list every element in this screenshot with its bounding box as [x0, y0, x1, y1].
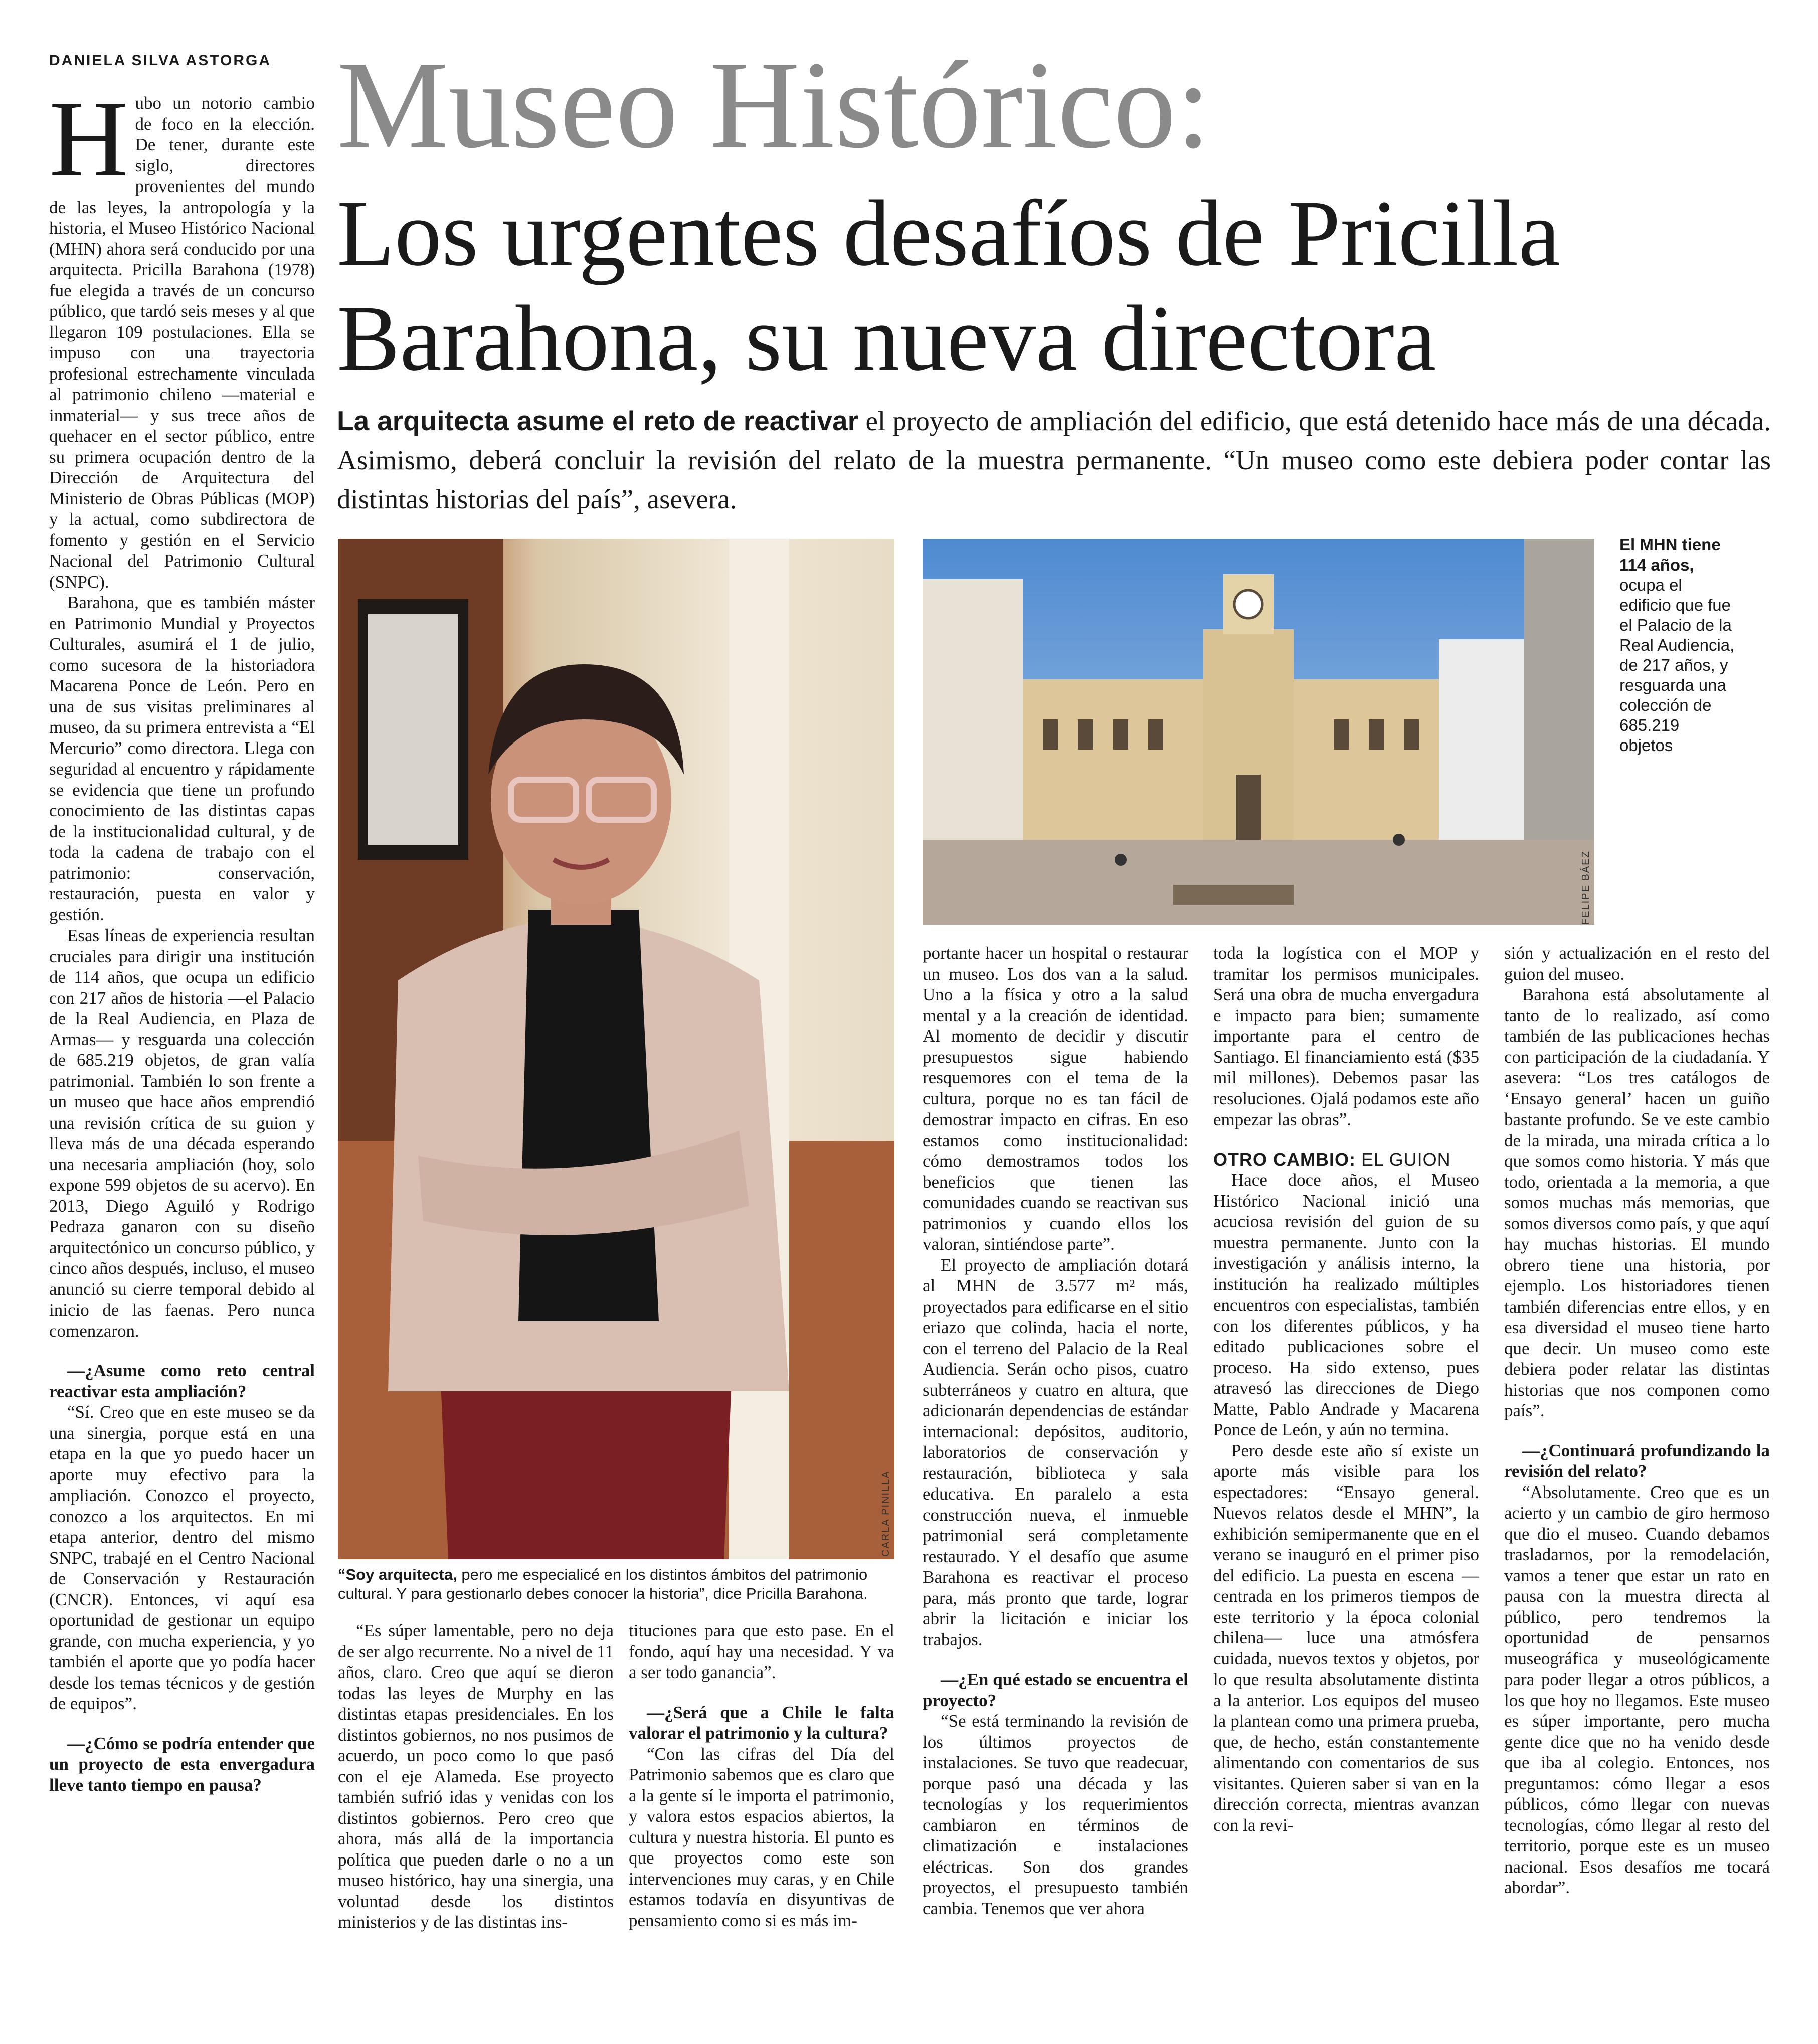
col5-paragraph-2: Hace doce años, el Museo Histórico Nacional inició una acuciosa revisión del guion de su muestra permanente. Junto con la investigación y análisis interno, la institución ha realizado múltiples encuentros con especialistas, también con los diferentes públicos, y ha editado publicaciones sobre el proceso. Ha sido extenso, pues atravesó las direcciones de Diego Matte, Pablo Andrade y Macarena Ponce de León, y aún no termina. — [1213, 1170, 1479, 1439]
section-subhead — [1213, 1149, 1479, 1170]
building-illustration — [923, 539, 1594, 925]
portrait-caption-bold: “Soy arquitecta, — [338, 1566, 457, 1583]
col1-paragraph-1: ubo un notorio cambio de foco en la elección. De tener, durante este siglo, directores provenientes del mundo de las leyes, la antropología y la historia, el Museo Histórico Nacional (MHN) ahora será conducido por una arquitecta. Pricilla Barahona (1978) fue elegida a través de un concurso público, que tardó seis meses y al que llegaron 109 postulaciones. Ella se impuso con una trayectoria profesional estrechamente vinculada al patrimonio chileno —material e inmaterial— y sus trece años de quehacer en el sector público, entre su primera ocupación dentro de la Dirección de Arquitectura del Ministerio de Obras Públicas (MOP) y la actual, como subdirectora de fomento y gestión en el Servicio Nacional del Patrimonio Cultural (SNPC). — [49, 93, 315, 592]
column-3 — [629, 1620, 894, 1931]
column-6 — [1504, 943, 1770, 1898]
col4-paragraph-2: El proyecto de ampliación dotará al MHN de 3.577 m² más, proyectados para edificarse en el sitio eriazo que colinda, hacia el norte, con el terreno del Palacio de la Real Audiencia. Serán ocho pisos, cuatro subterráneos y cuatro en altura, que adicionarán dependencias de estándar internacional: depósitos, auditorio, laboratorios de conservación y restauración, biblioteca y sala educativa. En paralelo a esta construcción nueva, el inmueble patrimonial será completamente restaurado. Y el desafío que asume Barahona es reactivar el proceso para, más pronto que tarde, lograr abrir la licitación e iniciar los trabajos. — [923, 1255, 1188, 1649]
column-1 — [49, 93, 315, 2028]
subhead-text: EL GUION — [1355, 1149, 1451, 1170]
col6-question-1: —¿Continuará profundizando la revisión del relato? — [1504, 1440, 1770, 1481]
col1-paragraph-2: Barahona, que es también máster en Patrimonio Mundial y Proyectos Culturales, asumirá el 1 de julio, como sucesora de la historiadora Macarena Ponce de León. Pero en una de sus visitas preliminares al museo, da su primera entrevista a “El Mercurio” como directora. Llega con seguridad al encuentro y rápidamente se evidencia que tiene un profundo conocimiento de las distintas capas de la institucionalidad cultural, y de toda la cadena de trabajo con el patrimonio: conservación, restauración, puesta en valor y gestión. — [49, 593, 315, 924]
column-2 — [338, 1620, 614, 1933]
col6-answer-1: “Absolutamente. Creo que es un acierto y un cambio de giro hermoso que dio el museo. Cuando debamos trasladarnos, por la remodelación, vamos a tener que estar un rato en pausa con la muestra directa al público, pero tendremos la oportunidad de pensarnos museográfica y museológicamente para poder llegar a otros públicos, a los que hoy no llegamos. Este museo es súper importante, pero mucha gente dice que no ha venido desde que iba al colegio. Entonces, nos preguntamos: cómo llegar a esos públicos, cómo llegar con nuevas tecnologías, cómo llegar al resto del territorio, porque este es un museo nacional. Esos desafíos me tocará abordar”. — [1504, 1482, 1770, 1897]
col5-paragraph-1: toda la logística con el MOP y tramitar los permisos municipales. Será una obra de mucha envergadura e impacto para bien; sumamente importante para el centro de Santiago. El financiamiento está ($35 mil millones). Debemos pasar las resoluciones. Ojalá podamos este año empezar las obras”. — [1213, 943, 1479, 1129]
col1-paragraph-3: Esas líneas de experiencia resultan cruciales para dirigir una institución de 114 años, que ocupa un edificio con 217 años de historia —el Palacio de la Real Audiencia, en Plaza de Armas— y resguarda una colección de 685.219 objetos, de gran valía patrimonial. También lo son frente a un museo que hace años emprendió una revisión crítica de su guion y lleva más de una década esperando una necesaria ampliación (hoy, solo expone 599 objetos de su acervo). En 2013, Diego Aguiló y Rodrigo Pedraza ganaron con su diseño arquitectónico un concurso público, y cinco años después, incluso, el museo anunció su cierre temporal debido al inicio de las faenas. Pero nunca comenzaron. — [49, 925, 315, 1341]
subhead-bold: OTRO CAMBIO: — [1213, 1149, 1356, 1170]
col4-answer-1: “Se está terminando la revisión de los últimos proyectos de instalaciones. Se tuvo que readecuar, porque pasó una década y las tecnologías y los requerimientos cambiaron en términos de climatización e instalaciones eléctricas. Son dos grandes proyectos, el presupuesto también cambia. Tenemos que ver ahora — [923, 1711, 1188, 1918]
lead-paragraph — [337, 401, 1771, 519]
headline-title: Los urgentes desafíos de Pricilla Barahona, su nueva directora — [337, 180, 1560, 391]
col1-question-2: —¿Cómo se podría entender que un proyecto de esta envergadura lleve tanto tiempo en pausa? — [49, 1733, 315, 1795]
building-caption-bold: El MHN tiene 114 años, — [1619, 535, 1721, 574]
col6-paragraph-1: sión y actualización en el resto del guion del museo. — [1504, 943, 1770, 984]
col1-question-1: —¿Asume como reto central reactivar esta ampliación? — [49, 1361, 315, 1401]
col1-answer-1: “Sí. Creo que en este museo se da una sinergia, porque está en una etapa en la que yo puedo hacer un aporte muy efectivo para la ampliación. Conozco el proyecto, conozco a los arquitectos. En mi etapa anterior, dentro del mismo SNPC, trabajé en el Centro Nacional de Conservación y Restauración (CNCR). Entonces, vi aquí esa oportunidad de gestionar un equipo grande, con mucha experiencia, y yo también el aporte que yo podía hacer desde los temas técnicos y de gestión de equipos”. — [49, 1402, 315, 1713]
column-4 — [923, 943, 1188, 1919]
col3-question-1: —¿Será que a Chile le falta valorar el patrimonio y la cultura? — [629, 1702, 894, 1743]
portrait-caption — [338, 1565, 894, 1603]
building-photo — [923, 539, 1594, 925]
lead-bold: La arquitecta asume el reto de reactivar — [337, 405, 859, 436]
col4-question-1: —¿En qué estado se encuentra el proyecto? — [923, 1669, 1188, 1710]
column-5 — [1213, 943, 1479, 1835]
col6-paragraph-2: Barahona está absolutamente al tanto de lo realizado, así como también de las publicaciones hechas con participación de la ciudadanía. Y asevera: “Los tres catálogos de ‘Ensayo general’ hacen un guiño bastante profundo. Se ve este cambio de la mirada, una mirada crítica a lo que somos como historia. Y más que todo, orientada a la memoria, a que somos muchas más memorias, que somos diversos como país, y que aquí hay muchas historias. El mundo obrero tiene una historia, por ejemplo. Los historiadores tienen también diferencias entre ellos, y en esa diversidad el museo tiene harto que decir. Un museo como este debiera poder relatar las distintas historias que nos componen como país”. — [1504, 985, 1770, 1420]
col3-answer-1: “Con las cifras del Día del Patrimonio sabemos que es claro que a la gente sí le importa el patrimonio, y valora estos espacios abiertos, la cultura y nuestra historia. El punto es que proyectos como este son intervenciones muy caras, y en Chile estamos todavía en disyuntivas de pensamiento como si es más im- — [629, 1744, 894, 1930]
portrait-credit: CARLA PINILLA — [880, 1470, 891, 1557]
col3-paragraph-1: tituciones para que esto pase. En el fondo, aquí hay una necesidad. Y va a ser todo ganancia”. — [629, 1621, 894, 1682]
headline-kicker: Museo Histórico: — [337, 36, 1211, 174]
col5-paragraph-3: Pero desde este año sí existe un aporte más visible para los espectadores: “Ensayo general. Nuevos relatos desde el MHN”, la exhibición semipermanente que en el verano se inauguró en el primer piso del edificio. La puesta en escena —centrada en los primeros tiempos de este territorio y la época colonial chilena— luce una atmósfera cuidada, nuevos textos y objetos, por lo que resulta absolutamente distinta a la anterior. Los equipos del museo la plantean como una primera prueba, que, de hecho, están constantemente alimentando con comentarios de sus visitantes. Quieren saber si van en la dirección correcta, mientras avanzan con la revi- — [1213, 1440, 1479, 1835]
col2-paragraph-1: “Es súper lamentable, pero no deja de ser algo recurrente. No a nivel de 11 años, claro. Creo que aquí se dieron todas las leyes de Murphy en las distintas etapas presidenciales. En los distintos gobiernos, no nos pusimos de acuerdo, un poco como lo que pasó con el eje Alameda. Ese proyecto también sufrió idas y venidas con los distintos gobiernos. Pero creo que ahora, más allá de la importancia política que pueden darle o no a un museo histórico, hay una sinergia, una voluntad desde los distintos ministerios y de las distintas ins- — [338, 1621, 614, 1932]
building-caption — [1619, 535, 1735, 756]
drop-cap: H — [49, 93, 128, 200]
portrait-photo — [338, 539, 894, 1559]
portrait-caption-text: pero me especialicé en los distintos ámbitos del patrimonio cultural. Y para gestionarlo debes conocer la historia”, dice Pricilla Barahona. — [338, 1566, 868, 1602]
lead-text: el proyecto de ampliación del edificio, que está detenido hace más de una década. Asimismo, deberá concluir la revisión del relato de la muestra permanente. “Un museo como este debiera poder contar las distintas historias del país”, asevera. — [337, 406, 1771, 514]
col4-paragraph-1: portante hacer un hospital o restaurar un museo. Los dos van a la salud. Uno a la física y otro a la salud mental y a la creación de identidad. Al momento de decidir y discutir presupuestos sigue habiendo resquemores con el tema de la cultura, porque no es tan fácil de demostrar impacto en cifras. En eso estamos como institucionalidad: cómo demostramos todos los beneficios que tienen las comunidades cuando se reactivan sus patrimonios y cuando ellos los valoran, sintiéndose parte”. — [923, 943, 1188, 1254]
building-credit: FELIPE BÁEZ — [1580, 850, 1591, 925]
building-caption-text: ocupa el edificio que fue el Palacio de la Real Audiencia, de 217 años, y resguarda una colección de 685.219 objetos — [1619, 576, 1735, 755]
byline: DANIELA SILVA ASTORGA — [49, 52, 272, 69]
portrait-illustration — [338, 539, 894, 1559]
